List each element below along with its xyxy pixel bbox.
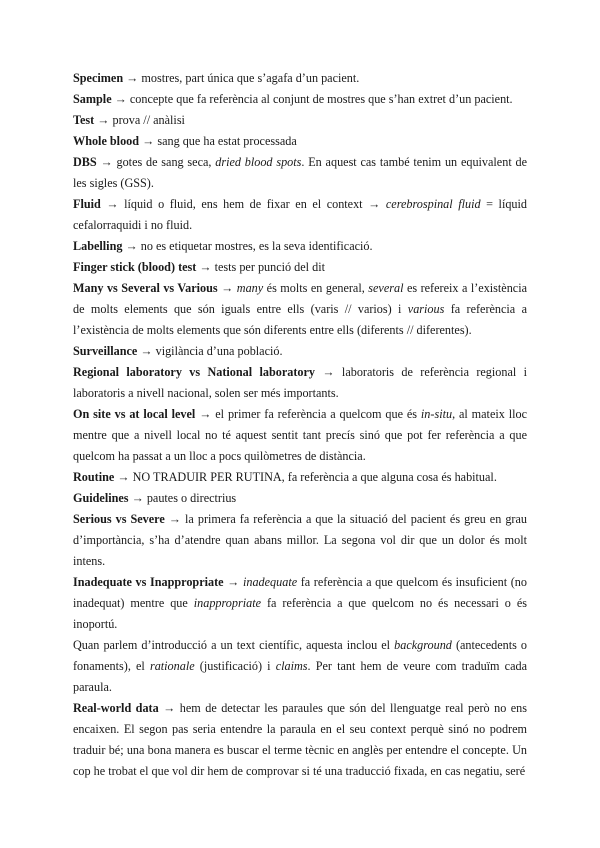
glossary-entry <box>73 152 527 194</box>
entry-text: → no es etiquetar mostres, es la seva identificació. <box>122 239 373 253</box>
glossary-entry <box>73 257 527 278</box>
glossary-entry <box>73 488 527 509</box>
glossary-term: Inadequate vs Inappropriate <box>73 575 224 589</box>
entry-text: fa referència a que quelcom no és necessari o és inoportú. <box>73 596 527 631</box>
entry-text: fa referència a que quelcom és insuficient (no inadequat) mentre que <box>73 575 527 610</box>
italic-term: many <box>236 281 264 295</box>
entry-text: Quan parlem d’introducció a un text científic, aquesta inclou el <box>73 638 395 652</box>
glossary-term: Many vs Several vs Various <box>73 281 218 295</box>
entry-text: és molts en general, <box>263 281 369 295</box>
entry-text: → <box>217 281 237 295</box>
glossary-entry <box>73 635 527 698</box>
italic-term: inadequate <box>242 575 298 589</box>
glossary-entry <box>73 572 527 635</box>
entry-text: → líquid o fluid, ens hem de fixar en el context → <box>100 197 386 211</box>
glossary-term: Test <box>73 113 95 127</box>
italic-term: in-situ <box>420 407 453 421</box>
entry-text: → sang que ha estat processada <box>139 134 297 148</box>
entry-text: → NO TRADUIR PER RUTINA, fa referència a que alguna cosa és habitual. <box>114 470 497 484</box>
entry-text: es refereix a l’existència de molts elements que són iguals entre ells (varis // varios) i <box>73 281 528 316</box>
document-page <box>73 68 527 782</box>
glossary-term: Sample <box>73 92 112 106</box>
italic-term: claims <box>275 659 308 673</box>
italic-term: cerebrospinal fluid <box>385 197 481 211</box>
entry-text: → concepte que fa referència al conjunt de mostres que s’han extret d’un pacient. <box>111 92 513 106</box>
italic-term: various <box>407 302 445 316</box>
glossary-entry <box>73 194 527 236</box>
italic-term: background <box>394 638 452 652</box>
glossary-term: Regional laboratory vs National laboratory <box>73 365 316 379</box>
entry-text: → tests per punció del dit <box>196 260 325 274</box>
entry-text: → gotes de sang seca, <box>96 155 216 169</box>
entry-text: . En aquest cas també tenim un equivalent de les sigles (GSS). <box>73 155 527 190</box>
glossary-entry <box>73 467 527 488</box>
entry-text: → hem de detectar les paraules que són del llenguatge real però no ens encaixen. El segon pas seria entendre la paraula en el seu context perquè sinó no podrem traduir bé; una bona manera es buscar el terme tècnic en anglès per entendre el concepte. Un cop he trobat el que vol dir hem de comprovar si té una traducció fixada, en cas negatiu, seré <box>73 701 527 778</box>
entry-text: → el primer fa referència a quelcom que és <box>195 407 421 421</box>
glossary-term: On site vs at local level <box>73 407 196 421</box>
glossary-entry <box>73 509 527 572</box>
glossary-term: Finger stick (blood) test <box>73 260 197 274</box>
entry-text: → prova // anàlisi <box>94 113 185 127</box>
glossary-term: Real-world data <box>73 701 159 715</box>
italic-term: inappropriate <box>193 596 262 610</box>
entry-text: → <box>223 575 243 589</box>
italic-term: rationale <box>149 659 195 673</box>
glossary-entry <box>73 698 527 782</box>
glossary-entry <box>73 362 527 404</box>
glossary-entry <box>73 131 527 152</box>
glossary-term: Surveillance <box>73 344 138 358</box>
entry-text: (justificació) i <box>194 659 276 673</box>
glossary-term: Whole blood <box>73 134 140 148</box>
glossary-term: Serious vs Severe <box>73 512 165 526</box>
glossary-term: Routine <box>73 470 115 484</box>
italic-term: dried blood spots <box>215 155 302 169</box>
entry-text: → la primera fa referència a que la situació del pacient és greu en grau d’importància, s’ha d’atendre quan abans millor. La segona vol dir que un dolor és molt intens. <box>73 512 527 568</box>
glossary-entry <box>73 68 527 89</box>
entry-text: , al mateix lloc mentre que a nivell local no té aquest sentit tant precís sinó que pot fer referència a que quelcom ha passat a un lloc a pocs quilòmetres de distància. <box>73 407 527 463</box>
glossary-entry <box>73 89 527 110</box>
entry-text: → mostres, part única que s’agafa d’un pacient. <box>123 71 360 85</box>
entry-text: (antecedents o fonaments), el <box>73 638 528 673</box>
glossary-entry <box>73 278 527 341</box>
glossary-entry <box>73 404 527 467</box>
entry-text: . Per tant hem de veure com traduïm cada paraula. <box>73 659 527 694</box>
glossary-entry <box>73 110 527 131</box>
glossary-term: Guidelines <box>73 491 129 505</box>
entry-text: fa referència a l’existència de molts elements que són diferents entre ells (diferents // diferentes). <box>73 302 527 337</box>
glossary-term: Specimen <box>73 71 124 85</box>
glossary-term: Fluid <box>73 197 101 211</box>
glossary-term: DBS <box>73 155 97 169</box>
glossary-term: Labelling <box>73 239 123 253</box>
entry-text: = líquid cefalorraquidi i no fluid. <box>73 197 527 232</box>
entry-text: → pautes o directrius <box>128 491 237 505</box>
entry-text: → vigilància d’una població. <box>137 344 283 358</box>
glossary-entry <box>73 236 527 257</box>
italic-term: several <box>368 281 404 295</box>
glossary-entry <box>73 341 527 362</box>
entry-text: → laboratoris de referència regional i laboratoris a nivell nacional, solen ser més importants. <box>73 365 528 400</box>
